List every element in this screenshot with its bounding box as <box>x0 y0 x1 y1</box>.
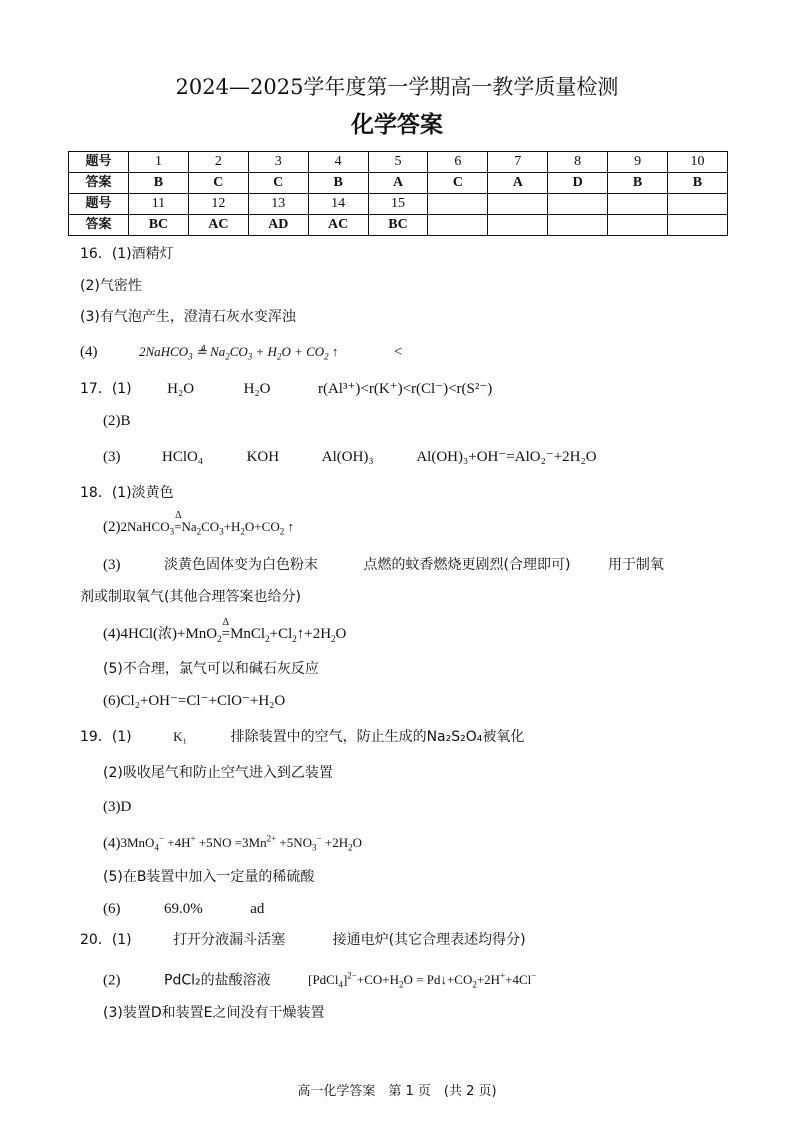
equation-permanganate-no: $3MnO_4^- +4H^+ +5NO =3Mn^{2+} +5NO_3^- +2H_2O$ <box>120 834 362 853</box>
row-label: 题号 <box>69 194 129 215</box>
table-cell: C <box>428 173 488 194</box>
row-label: 题号 <box>69 152 129 173</box>
table-cell: BC <box>368 215 428 236</box>
q17-amphoteric: Al(OH)₃ <box>321 449 374 465</box>
q18-part2-label: (2) <box>103 519 121 535</box>
equation-nahco3-heating: 2NaHCO$_3$= Δ $Na_2CO_3+H_2O+CO_2$ ↑ <box>120 510 294 537</box>
table-cell: A <box>488 173 548 194</box>
table-cell: 12 <box>188 194 248 215</box>
table-cell: 11 <box>129 194 189 215</box>
q18-part1: 18．(1)淡黄色 <box>80 485 174 501</box>
q18-part2 <box>103 510 294 542</box>
q19-part4 <box>103 829 362 858</box>
table-cell <box>428 194 488 215</box>
q18-observation-1: 淡黄色固体变为白色粉末 <box>164 557 318 573</box>
q17-part1-label: 17．(1) <box>80 381 132 397</box>
table-cell: 10 <box>668 152 728 173</box>
table-cell <box>668 194 728 215</box>
table-cell <box>548 215 608 236</box>
q18-part3 <box>103 555 664 575</box>
q19-part4-label: (4) <box>103 835 121 852</box>
q20-part1-label: 20．(1) <box>80 932 132 948</box>
table-cell: D <box>548 173 608 194</box>
table-cell <box>668 215 728 236</box>
q19-part5: (5)在B装置中加入一定量的稀硫酸 <box>103 869 315 885</box>
table-cell: 2 <box>188 152 248 173</box>
table-row <box>69 173 728 194</box>
q16-part2: (2)气密性 <box>80 278 142 294</box>
q19-choice: ad <box>250 901 265 917</box>
page-title: 2024—2025学年度第一学期高一教学质量检测 <box>175 75 619 99</box>
q20-part2-label: (2) <box>103 972 121 989</box>
q17-answer-b: H₂O <box>243 381 271 397</box>
table-cell <box>488 215 548 236</box>
q20-reagent: PdCl₂的盐酸溶液 <box>164 972 271 989</box>
table-cell: 7 <box>488 152 548 173</box>
table-cell <box>608 194 668 215</box>
q18-part4-label: (4) <box>103 626 121 642</box>
equation-pdcl4-co: $[PdCl_4]^{2-}+CO+H_2O$ = $Pd↓+CO_2+2H^++4Cl^-$ <box>308 971 537 990</box>
table-cell: 1 <box>129 152 189 173</box>
table-cell <box>428 215 488 236</box>
q17-part3 <box>103 447 597 467</box>
table-cell <box>608 215 668 236</box>
q17-equation: Al(OH)₃+OH⁻=AlO₂⁻+2H₂O <box>416 449 597 465</box>
table-cell: C <box>188 173 248 194</box>
table-cell: 5 <box>368 152 428 173</box>
q20-part2 <box>103 966 536 995</box>
q17-part1 <box>80 379 492 399</box>
table-cell: 3 <box>248 152 308 173</box>
q19-part1-label: 19．(1) <box>80 729 132 745</box>
page-footer: 高一化学答案 第 1 页 (共 2 页) <box>297 1084 497 1099</box>
q18-part3-continued: 剂或制取氧气(其他合理答案也给分) <box>80 589 301 605</box>
q20-part3: (3)装置D和装置E之间没有干燥装置 <box>103 1005 325 1021</box>
q18-observation-2: 点燃的蚊香燃烧更剧烈(合理即可) <box>363 557 571 573</box>
page-subtitle: 化学答案 <box>351 112 443 138</box>
table-cell: AC <box>188 215 248 236</box>
table-cell <box>548 194 608 215</box>
table-row <box>69 194 728 215</box>
table-cell: B <box>129 173 189 194</box>
table-cell: AD <box>248 215 308 236</box>
q18-part5: (5)不合理，氯气可以和碱石灰反应 <box>103 661 319 677</box>
table-cell: 9 <box>608 152 668 173</box>
q16-part4 <box>80 342 402 367</box>
q19-part6 <box>103 899 264 919</box>
table-cell: 4 <box>308 152 368 173</box>
row-label: 答案 <box>69 173 129 194</box>
answer-table <box>68 151 728 236</box>
table-cell: C <box>248 173 308 194</box>
table-row <box>69 215 728 236</box>
table-cell: 6 <box>428 152 488 173</box>
row-label: 答案 <box>69 215 129 236</box>
q19-part1 <box>80 727 524 747</box>
q20-step-1: 打开分液漏斗活塞 <box>173 932 286 948</box>
q17-acid: HClO₄ <box>162 449 204 465</box>
q17-answer-a: H₂O <box>167 381 195 397</box>
q18-part3-label: (3) <box>103 557 121 573</box>
equation-nahco3-decomposition: 2NaHCO$_3$ ≜ $Na_2CO_3 + H_2O + CO_2$ ↑ <box>139 344 339 362</box>
table-cell: AC <box>308 215 368 236</box>
q17-base: KOH <box>246 449 280 465</box>
q16-part3: (3)有气泡产生，澄清石灰水变浑浊 <box>80 309 296 325</box>
q16-part4-label: (4) <box>80 344 98 360</box>
equation-mno2-hcl: 4HCl(浓)+MnO$_2$= Δ $MnCl_2+Cl_2↑+2H_2O$ <box>120 617 347 644</box>
table-cell: B <box>668 173 728 194</box>
q19-part3: (3)D <box>103 799 132 815</box>
table-cell: B <box>608 173 668 194</box>
q18-use: 用于制氧 <box>607 557 664 573</box>
q17-part2: (2)B <box>103 413 131 429</box>
q18-part6: (6)Cl₂+OH⁻=Cl⁻+ClO⁻+H₂O <box>103 693 286 709</box>
table-row <box>69 152 728 173</box>
table-cell: 8 <box>548 152 608 173</box>
q20-step-2: 接通电炉(其它合理表述均得分) <box>332 932 526 948</box>
q20-part1 <box>80 930 526 950</box>
q17-radius-order: r(Al³⁺)<r(K⁺)<r(Cl⁻)<r(S²⁻) <box>317 381 493 397</box>
q19-percentage: 69.0% <box>164 901 203 917</box>
table-cell: 14 <box>308 194 368 215</box>
table-cell: A <box>368 173 428 194</box>
q18-part4 <box>103 617 347 649</box>
table-cell: BC <box>129 215 189 236</box>
table-cell <box>488 194 548 215</box>
table-cell: B <box>308 173 368 194</box>
table-cell: 15 <box>368 194 428 215</box>
q16-comparison: < <box>393 344 403 360</box>
q19-valve: K₁ <box>173 729 188 744</box>
q19-reason: 排除装置中的空气，防止生成的Na₂S₂O₄被氧化 <box>230 729 525 745</box>
q16-part1: 16．(1)酒精灯 <box>80 246 174 262</box>
q19-part6-label: (6) <box>103 901 121 917</box>
table-cell: 13 <box>248 194 308 215</box>
q17-part3-label: (3) <box>103 449 121 465</box>
q19-part2: (2)吸收尾气和防止空气进入到乙装置 <box>103 765 333 781</box>
